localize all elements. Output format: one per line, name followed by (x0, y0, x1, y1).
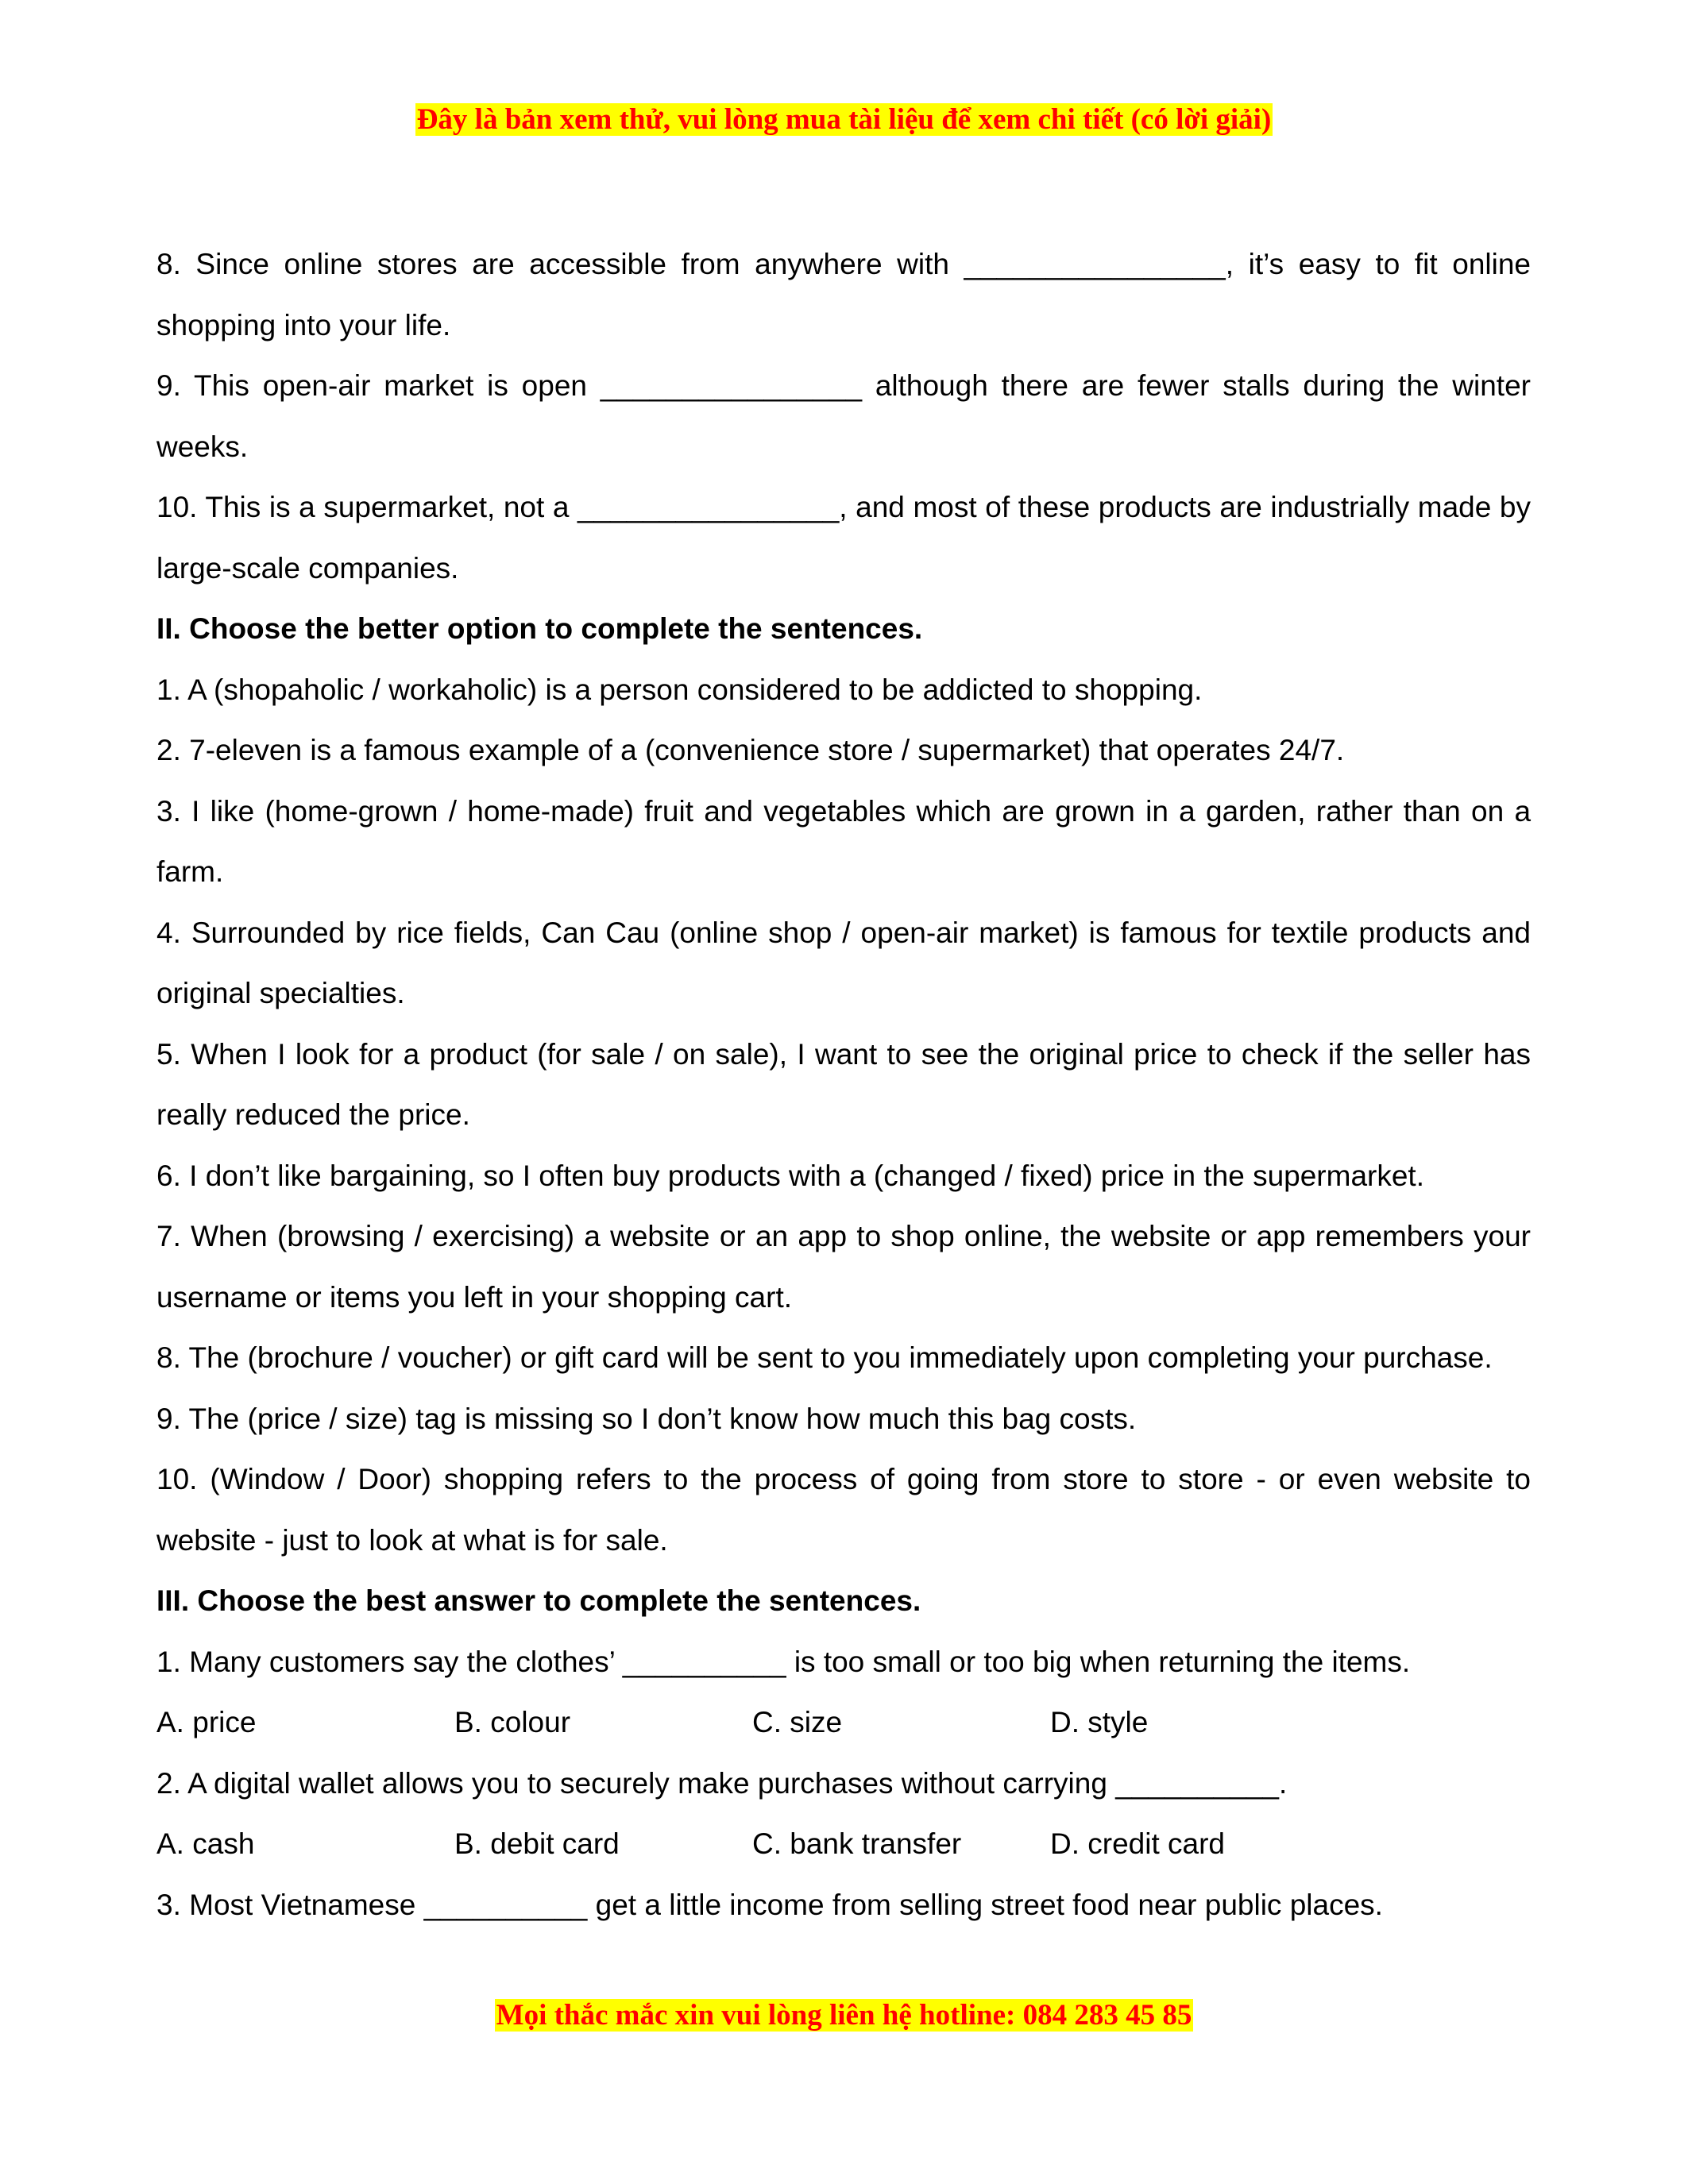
exercise-item: 4. Surrounded by rice fields, Can Cau (online shop / open-air market) is famous for textile products and original specialties. (156, 916, 1531, 1009)
exercise-item: 8. Since online stores are accessible from anywhere with ________________, it’s easy to fit online shopping into your life. (156, 248, 1531, 341)
answer-options (156, 1814, 1531, 1875)
exercise-item: 10. (Window / Door) shopping refers to the process of going from store to store - or even website to website - just to look at what is for sale. (156, 1463, 1531, 1557)
exercise-item: 3. I like (home-grown / home-made) fruit and vegetables which are grown in a garden, rather than on a farm. (156, 794, 1532, 888)
question-text: 2. A digital wallet allows you to securely make purchases without carrying __________. (156, 1766, 1288, 1800)
question-text: 3. Most Vietnamese __________ get a little income from selling street food near public places. (156, 1888, 1383, 1921)
hotline-text: Mọi thắc mắc xin vui lòng liên hệ hotline: 084 283 45 85 (496, 1999, 1192, 2032)
answer-option: A. price (156, 1706, 257, 1738)
exercise-item: 10. This is a supermarket, not a ________________, and most of these products are industrially made by large-scale companies. (156, 491, 1531, 585)
answer-option: B. colour (454, 1706, 571, 1738)
answer-option: A. cash (156, 1827, 255, 1860)
question-text: 1. Many customers say the clothes’ __________ is too small or too big when returning the items. (156, 1645, 1411, 1678)
exercise-item: 7. When (browsing / exercising) a website or an app to shop online, the website or app remembers your username or items you left in your shopping cart. (156, 1220, 1532, 1314)
exercise-item: 8. The (brochure / voucher) or gift card will be sent to you immediately upon completing your purchase. (156, 1341, 1493, 1374)
answer-option: B. debit card (454, 1827, 620, 1860)
answer-option: C. bank transfer (752, 1827, 962, 1860)
answer-option: C. size (752, 1706, 843, 1738)
exercise-item: 9. The (price / size) tag is missing so I don’t know how much this bag costs. (156, 1402, 1137, 1435)
answer-option: D. style (1050, 1706, 1149, 1738)
preview-notice-banner (0, 102, 1688, 138)
section-heading: II. Choose the better option to complete the sentences. (156, 612, 923, 645)
hotline-banner (0, 1997, 1688, 2034)
document-body (156, 234, 1531, 1935)
exercise-item: 2. 7-eleven is a famous example of a (convenience store / supermarket) that operates 24/7. (156, 734, 1345, 766)
section-heading: III. Choose the best answer to complete the sentences. (156, 1584, 921, 1617)
exercise-item: 9. This open-air market is open ________________ although there are fewer stalls during the winter weeks. (156, 369, 1531, 463)
exercise-item: 6. I don’t like bargaining, so I often buy products with a (changed / fixed) price in the supermarket. (156, 1159, 1424, 1192)
exercise-item: 1. A (shopaholic / workaholic) is a person considered to be addicted to shopping. (156, 673, 1203, 706)
answer-options (156, 1692, 1531, 1754)
answer-option: D. credit card (1050, 1827, 1226, 1860)
preview-notice-text: Đây là bản xem thử, vui lòng mua tài liệu để xem chi tiết (có lời giải) (416, 103, 1272, 136)
exercise-item: 5. When I look for a product (for sale / on sale), I want to see the original price to check if the seller has really reduced the price. (156, 1037, 1532, 1131)
